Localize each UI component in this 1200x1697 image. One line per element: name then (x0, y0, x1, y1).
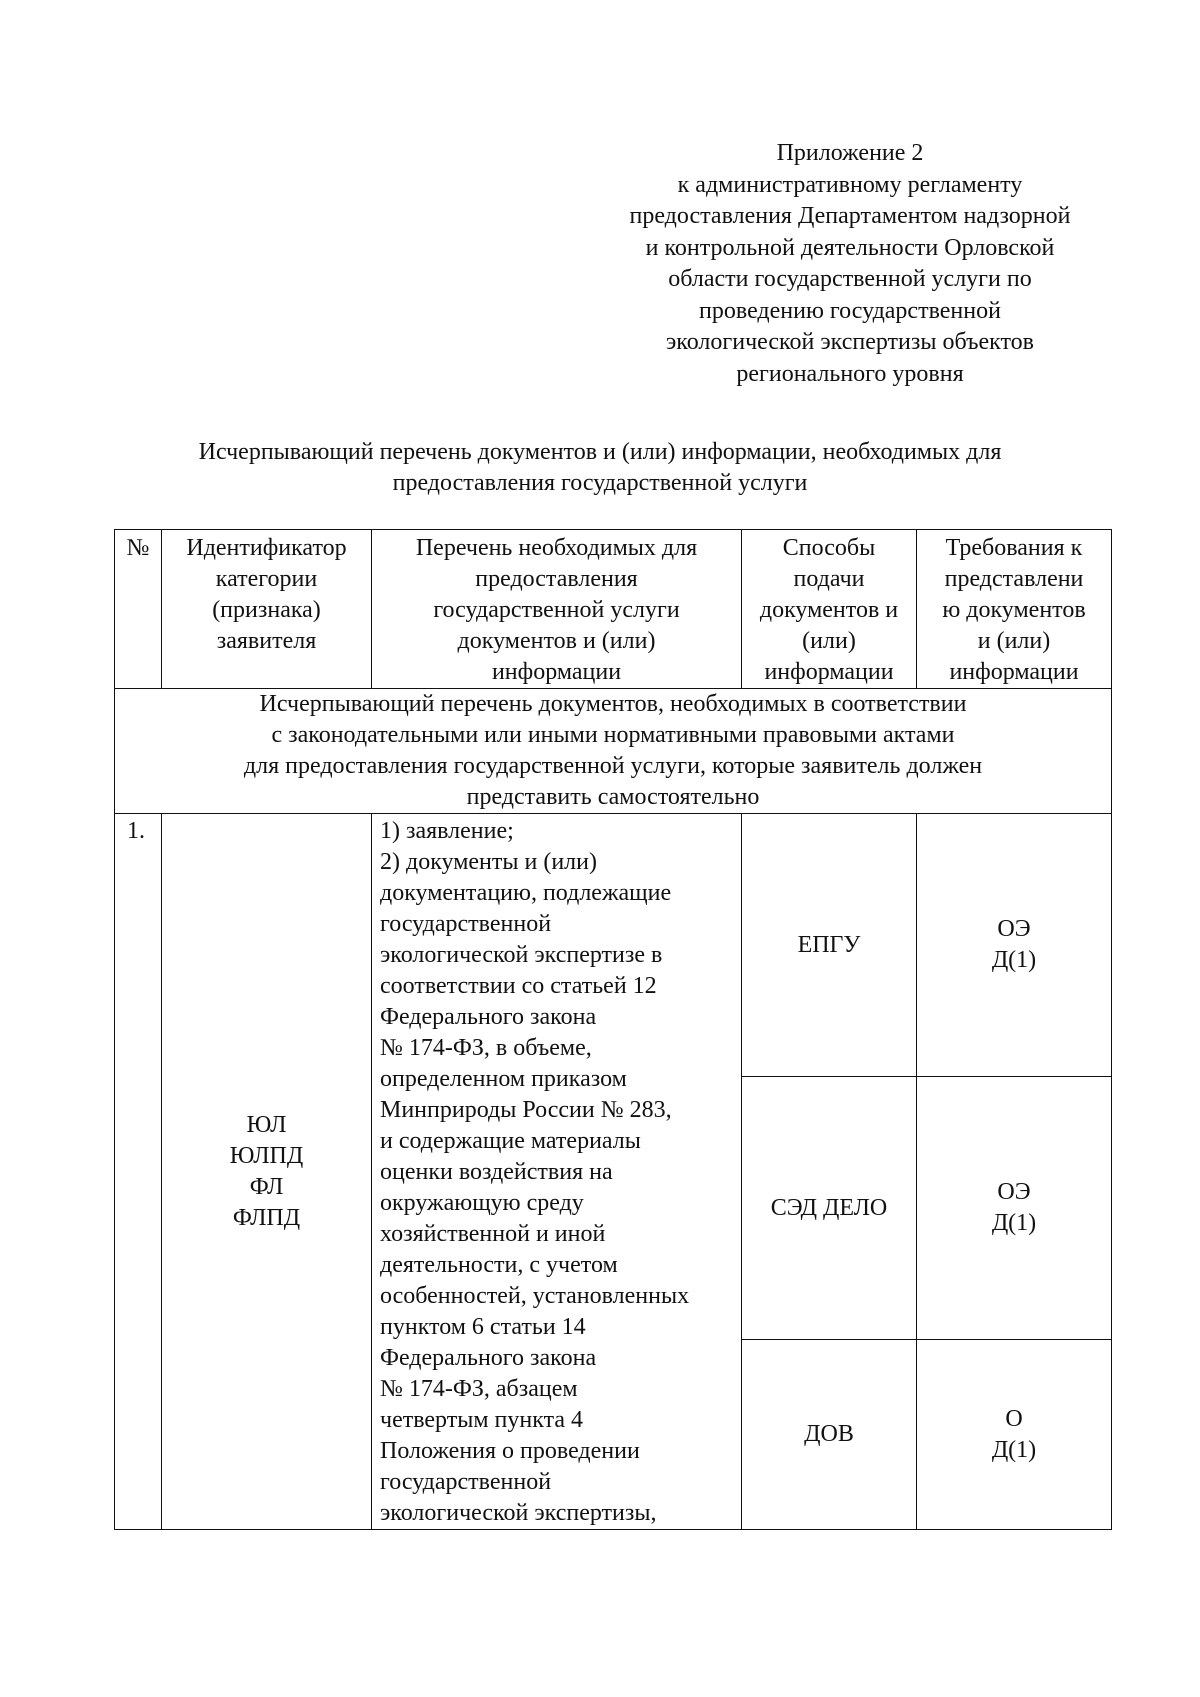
header-line: Требования к (945, 535, 1083, 561)
section-line: для предоставления государственной услуги, которые заявитель должен (243, 753, 983, 779)
document-line: экологической экспертизы, (380, 1500, 657, 1526)
requirements-dov (917, 1340, 1112, 1530)
header-line: информации (491, 659, 622, 685)
requirement-code: Д(1) (991, 1210, 1037, 1236)
appendix-block (590, 138, 1110, 390)
section-heading (115, 689, 1112, 814)
appendix-line: проведению государственной (699, 297, 1001, 324)
document-line: окружающую среду (380, 1190, 584, 1216)
document-line: соответствии со статьей 12 (380, 973, 657, 999)
section-line: Исчерпывающий перечень документов, необходимых в соответствии (259, 691, 967, 717)
document-line: экологической экспертизе в (380, 942, 663, 968)
category-code: ФЛ (249, 1173, 284, 1200)
documents-list (372, 814, 742, 1530)
section-heading-row (115, 689, 1112, 814)
header-line: представлени (944, 566, 1084, 592)
header-line: информации (949, 659, 1079, 685)
submission-method-dov: ДОВ (742, 1340, 917, 1530)
section-line: с законодательными или иными нормативными правовыми актами (271, 722, 955, 748)
document-line: пунктом 6 статьи 14 (380, 1314, 586, 1340)
requirement-code: ОЭ (997, 1179, 1031, 1205)
appendix-line: регионального уровня (736, 360, 964, 387)
title-line: Исчерпывающий перечень документов и (или) информации, необходимых для (198, 439, 1002, 465)
document-line: Минприроды России № 283, (380, 1097, 672, 1123)
header-line: № (126, 535, 150, 561)
requirement-code: Д(1) (991, 947, 1037, 973)
table-row (115, 814, 1112, 1077)
row-number: 1. (115, 814, 162, 1530)
title-line: предоставления государственной услуги (392, 470, 808, 496)
document-line: документацию, подлежащие (380, 880, 672, 906)
document-line: оценки воздействия на (380, 1159, 613, 1185)
submission-method-sed-delo: СЭД ДЕЛО (742, 1077, 917, 1340)
requirement-code: Д(1) (991, 1436, 1037, 1463)
header-line: информации (764, 659, 894, 685)
document-line: четвертым пункта 4 (380, 1407, 584, 1433)
header-line: (или) (802, 628, 856, 654)
header-line: документов и (или) (457, 628, 656, 654)
document-line: определенном приказом (380, 1066, 627, 1092)
submission-method-epgu: ЕПГУ (742, 814, 917, 1077)
document-line: Федерального закона (380, 1345, 597, 1371)
header-line: предоставления (475, 566, 638, 592)
applicant-categories (162, 814, 372, 1530)
appendix-line: предоставления Департаментом надзорной (629, 203, 1071, 229)
document-title (100, 437, 1100, 499)
header-line: Идентификатор (186, 535, 347, 561)
document-line: особенностей, установленных (380, 1283, 690, 1309)
header-line: категории (215, 566, 318, 592)
header-line: Перечень необходимых для (415, 535, 698, 561)
document-line: государственной (380, 911, 552, 937)
appendix-line: области государственной услуги по (668, 266, 1032, 292)
document-line: Федерального закона (380, 1004, 597, 1030)
appendix-line: Приложение 2 (776, 140, 924, 166)
appendix-line: экологической экспертизы объектов (665, 329, 1034, 355)
header-line: ю документов (942, 597, 1086, 623)
documents-table (114, 529, 1112, 1530)
header-requirements (917, 530, 1112, 689)
category-code: ЮЛ (246, 1111, 287, 1138)
header-line: документов и (759, 597, 899, 623)
document-line: 2) документы и (или) (380, 849, 597, 875)
requirement-code: О (1005, 1405, 1023, 1432)
appendix-line: и контрольной деятельности Орловской (645, 234, 1055, 261)
header-line: подачи (793, 566, 865, 592)
header-line: (признака) (212, 597, 321, 623)
header-line: заявителя (216, 628, 317, 654)
requirements-sed-delo (917, 1077, 1112, 1340)
header-applicant-category (162, 530, 372, 689)
document-line: Положения о проведении (380, 1438, 640, 1464)
category-code: ФЛПД (232, 1204, 301, 1231)
document-line: деятельности, с учетом (380, 1252, 618, 1278)
document-line: 1) заявление; (380, 818, 514, 844)
header-documents-list (372, 530, 742, 689)
document-line: № 174-ФЗ, в объеме, (380, 1035, 592, 1061)
requirement-code: ОЭ (997, 916, 1031, 942)
header-line: и (или) (977, 628, 1051, 654)
category-code: ЮЛПД (229, 1142, 304, 1169)
header-line: государственной услуги (433, 597, 680, 623)
header-submission-methods (742, 530, 917, 689)
header-line: Способы (782, 535, 876, 561)
header-number (115, 530, 162, 689)
document-line: государственной (380, 1469, 552, 1495)
document-line: хозяйственной и иной (380, 1221, 606, 1247)
document-line: и содержащие материалы (380, 1128, 641, 1154)
requirements-epgu (917, 814, 1112, 1077)
appendix-line: к административному регламенту (677, 171, 1023, 198)
section-line: представить самостоятельно (466, 784, 760, 810)
table-header-row (115, 530, 1112, 689)
document-line: № 174-ФЗ, абзацем (380, 1376, 578, 1402)
